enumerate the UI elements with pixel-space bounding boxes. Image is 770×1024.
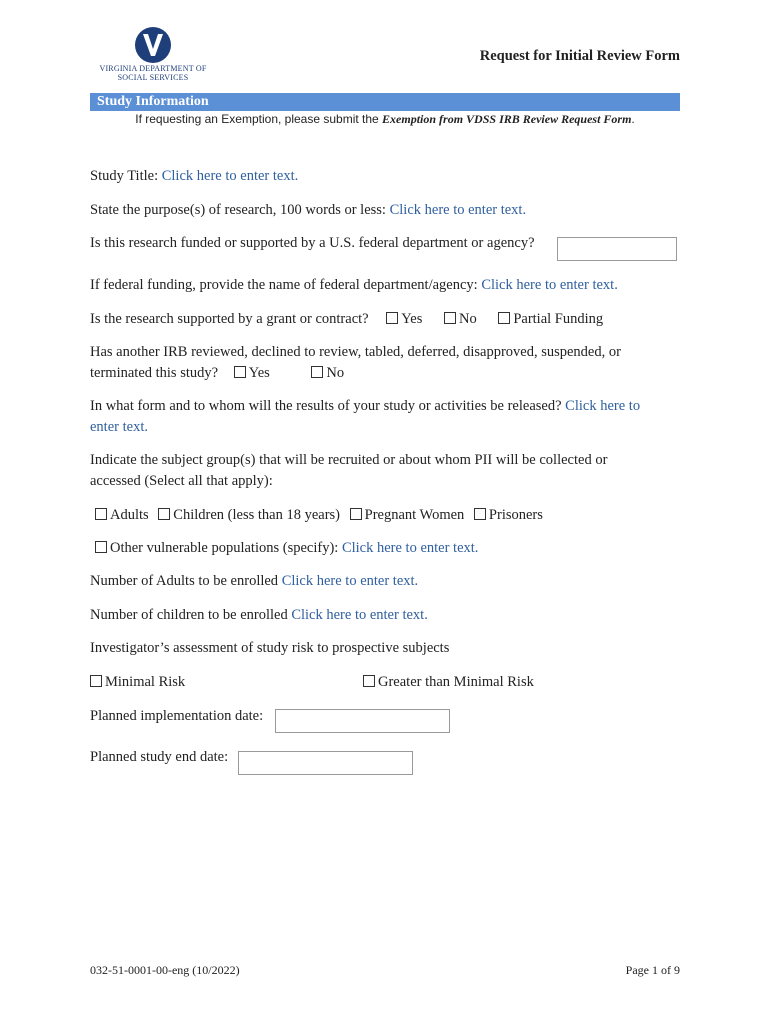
- subject-prisoners-label: Prisoners: [488, 507, 543, 523]
- risk-greater-label: Greater than Minimal Risk: [378, 674, 534, 690]
- study-title-label: Study Title:: [90, 168, 162, 184]
- grant-no-option[interactable]: [444, 309, 477, 330]
- note-suffix: .: [631, 112, 635, 126]
- subject-prisoners-option[interactable]: [474, 505, 543, 526]
- irb-label-line-2: terminated this study?: [90, 365, 219, 381]
- results-field-part-2[interactable]: enter text.: [90, 419, 148, 435]
- form-title: Request for Initial Review Form: [479, 48, 680, 64]
- other-vulnerable-checkbox[interactable]: [95, 541, 107, 553]
- risk-minimal-checkbox[interactable]: [90, 675, 102, 687]
- note-prefix: If requesting an Exemption, please submit the: [135, 112, 383, 126]
- subject-pregnant-checkbox[interactable]: [350, 508, 362, 520]
- subject-children-label: Children (less than 18 years): [173, 507, 341, 523]
- exemption-note: [90, 112, 680, 127]
- section-title: Study Information: [97, 94, 209, 109]
- irb-no-label: No: [326, 365, 345, 381]
- purpose-row: [90, 200, 680, 221]
- irb-yes-checkbox[interactable]: [234, 366, 246, 378]
- end-date-input[interactable]: [238, 751, 413, 775]
- children-enrolled-label: Number of children to be enrolled: [90, 607, 292, 623]
- grant-yes-label: Yes: [401, 311, 423, 327]
- grant-partial-option[interactable]: [498, 309, 603, 330]
- irb-yes-label: Yes: [248, 365, 270, 381]
- impl-date-label: Planned implementation date:: [90, 708, 264, 724]
- subject-children-checkbox[interactable]: [158, 508, 170, 520]
- grant-no-label: No: [458, 311, 477, 327]
- end-date-label: Planned study end date:: [90, 749, 229, 765]
- irb-row: [90, 342, 680, 384]
- adults-enrolled-field[interactable]: Click here to enter text.: [281, 573, 419, 589]
- subjects-row: [90, 450, 680, 492]
- irb-no-option[interactable]: [311, 363, 344, 384]
- grant-no-checkbox[interactable]: [444, 312, 456, 324]
- subject-pregnant-option[interactable]: [350, 505, 465, 526]
- logo-line-2: SOCIAL SERVICES: [117, 73, 189, 82]
- subject-adults-option[interactable]: [95, 505, 149, 526]
- subject-pregnant-label: Pregnant Women: [364, 507, 465, 523]
- risk-greater-checkbox[interactable]: [363, 675, 375, 687]
- results-row: [90, 396, 680, 438]
- irb-line-2: [90, 363, 680, 384]
- other-vulnerable-field[interactable]: Click here to enter text.: [341, 540, 479, 556]
- study-title-row: [90, 166, 680, 187]
- subject-children-option[interactable]: [158, 505, 340, 526]
- subjects-label-line-2: accessed (Select all that apply):: [90, 473, 273, 489]
- grant-partial-label: Partial Funding: [513, 311, 604, 327]
- results-field-part-1[interactable]: Click here to: [565, 398, 641, 414]
- funded-label: Is this research funded or supported by a U.S. federal department or agency?: [90, 235, 535, 251]
- subject-adults-label: Adults: [110, 507, 149, 523]
- subject-options-row: [95, 505, 685, 526]
- grant-yes-option[interactable]: [386, 309, 422, 330]
- subject-adults-checkbox[interactable]: [95, 508, 107, 520]
- federal-agency-label: If federal funding, provide the name of federal department/agency:: [90, 277, 482, 293]
- results-line-1: [90, 396, 680, 417]
- adults-enrolled-row: [90, 571, 680, 592]
- grant-partial-checkbox[interactable]: [498, 312, 510, 324]
- children-enrolled-row: [90, 605, 680, 626]
- vdss-v-logo-icon: [134, 26, 172, 64]
- grant-label: Is the research supported by a grant or contract?: [90, 311, 369, 327]
- purpose-field[interactable]: Click here to enter text.: [389, 202, 527, 218]
- federal-agency-field[interactable]: Click here to enter text.: [481, 277, 618, 293]
- other-vulnerable-label: Other vulnerable populations (specify):: [110, 540, 342, 556]
- section-header: [90, 93, 680, 111]
- grant-yes-checkbox[interactable]: [386, 312, 398, 324]
- purpose-label: State the purpose(s) of research, 100 words or less:: [90, 202, 390, 218]
- impl-date-input[interactable]: [275, 709, 450, 733]
- risk-greater-option[interactable]: [363, 672, 680, 693]
- irb-label-line-1: Has another IRB reviewed, declined to review, tabled, deferred, disapproved, suspended, or: [90, 344, 621, 360]
- vdss-logo: [95, 26, 211, 92]
- page-number: Page 1 of 9: [625, 963, 680, 977]
- risk-minimal-label: Minimal Risk: [105, 674, 186, 690]
- form-code: 032-51-0001-00-eng (10/2022): [90, 963, 240, 977]
- subject-prisoners-checkbox[interactable]: [474, 508, 486, 520]
- irb-no-checkbox[interactable]: [311, 366, 323, 378]
- funded-dropdown[interactable]: [557, 237, 677, 261]
- logo-line-1: VIRGINIA DEPARTMENT OF: [99, 64, 207, 73]
- subjects-label-line-1: Indicate the subject group(s) that will be recruited or about whom PII will be collected or: [90, 452, 608, 468]
- children-enrolled-field[interactable]: Click here to enter text.: [291, 607, 428, 623]
- note-form-name: Exemption from VDSS IRB Review Request Form: [382, 112, 632, 126]
- federal-agency-row: [90, 275, 680, 296]
- other-vulnerable-row: [95, 538, 685, 559]
- results-label: In what form and to whom will the results of your study or activities be released?: [90, 398, 566, 414]
- adults-enrolled-label: Number of Adults to be enrolled: [90, 573, 282, 589]
- risk-assessment-label: Investigator’s assessment of study risk to prospective subjects: [90, 640, 450, 656]
- study-title-field[interactable]: Click here to enter text.: [161, 168, 299, 184]
- irb-yes-option[interactable]: [234, 363, 270, 384]
- grant-row: [90, 309, 680, 330]
